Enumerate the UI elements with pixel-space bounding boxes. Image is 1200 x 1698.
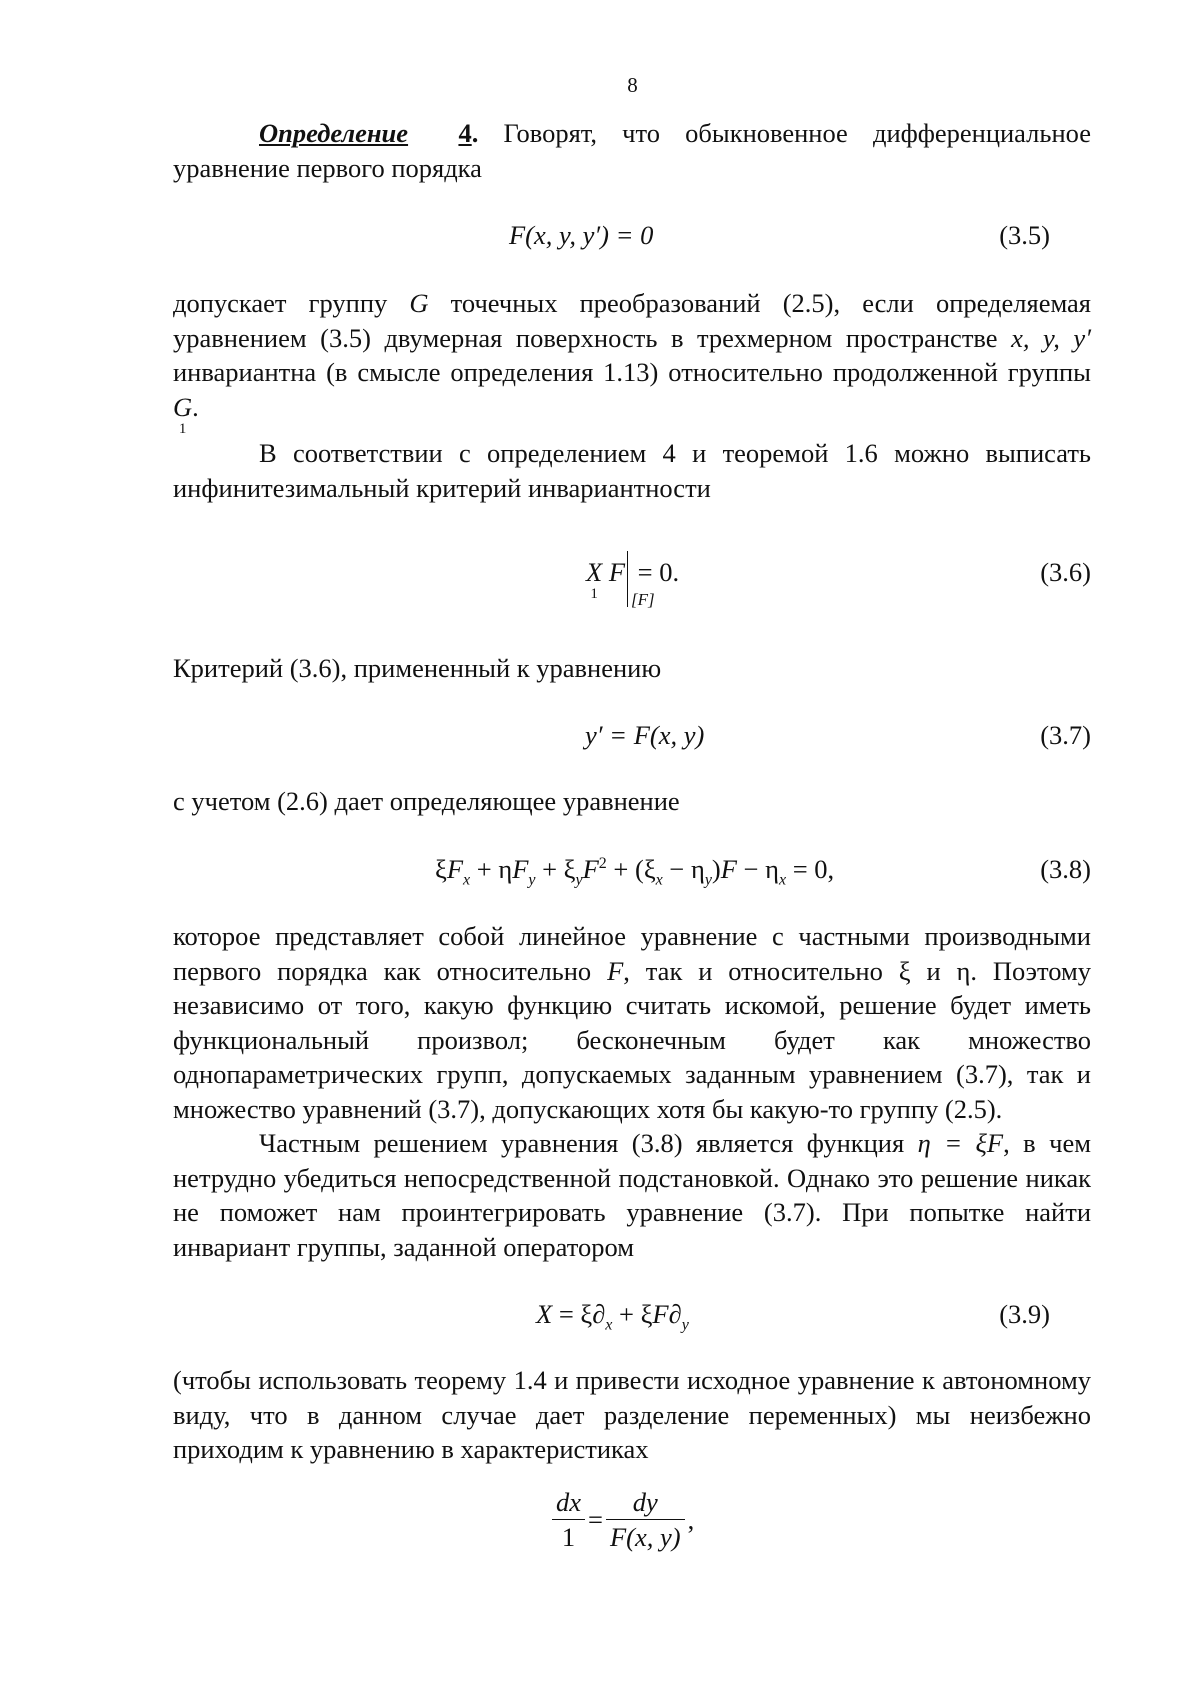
equation-3-8-expr: $\xi F_x + \eta F_y + \xi_yF^2 + (\xi_x - \eta_y)F - \eta_x = 0$, (435, 854, 835, 889)
admits-paragraph: допускает группу G точечных преобразований (2.5), если определяемая уравнением (3.5) двумерная поверхность в трехмерном пространстве x, y, y′ инвариантна (в смысле определения 1.13) относительно продолженной группы G 1 . (173, 288, 1091, 437)
equation-3-5-expr: F(x, y, y′) = 0 (509, 220, 654, 250)
theorem-paragraph: (чтобы использовать теорему 1.4 и привести исходное уравнение к автономному виду, что в данном случае дает разделение переменных) мы неизбежно приходим к уравнению в характеристиках (173, 1365, 1091, 1464)
fraction-dy: $\frac{dy}{F(x, y)}$ (606, 1485, 685, 1554)
equation-3-6 (173, 555, 1091, 609)
page-body (173, 116, 1091, 1565)
definition-text: Говорят, что обыкновенное дифференциальное уравнение первого порядка (173, 118, 1091, 183)
definition-number: 4 (458, 118, 472, 148)
equation-3-9-number: (3.9) (999, 1299, 1050, 1329)
page-number: 8 (627, 73, 638, 97)
linear-paragraph: которое представляет собой линейное уравнение с частными производными первого порядка как относительно F, так и относительно ξ и η. Поэтому независимо от того, какую функцию считать искомой, решение будет иметь функциональный произвол; бесконечным будет как множество однопараметрических групп, допускаемых заданным уравнением (3.7), так и множество уравнений (3.7), допускающих хотя бы какую-то группу (2.5). (173, 921, 1091, 1124)
equation-3-7 (173, 718, 1091, 752)
gives-paragraph: с учетом (2.6) дает определяющее уравнение (173, 785, 680, 816)
evaluation-bar: [F] (625, 555, 631, 589)
equation-3-8 (173, 852, 1091, 889)
equation-3-8-number: (3.8) (1040, 854, 1091, 884)
definition-dot: . (471, 118, 479, 148)
definition-paragraph (173, 116, 1091, 185)
equation-3-9 (173, 1297, 1091, 1334)
fraction-dx: $\frac{dx}{1}$ (552, 1485, 585, 1554)
definition-label: Определение (259, 118, 409, 148)
equation-3-6-expr: X 1 F [F] = 0. (586, 557, 680, 609)
prolonged-group-symbol: G 1 (173, 391, 193, 437)
criterion-paragraph: В соответствии с определением 4 и теоремой 1.6 можно выписать инфинитезимальный критерий инвариантности (173, 438, 1091, 503)
particular-solution: η = ξF (917, 1128, 1004, 1158)
operator-x1: X 1 (586, 557, 603, 602)
group-symbol-g: G (409, 288, 429, 318)
equation-3-5 (173, 218, 1091, 252)
applied-paragraph: Критерий (3.6), примененный к уравнению (173, 653, 662, 683)
characteristic-equation: $\frac{dx}{1}$ = $\frac{dy}{F(x, y)}$ , (173, 1485, 1091, 1565)
equation-3-7-expr: y′ = F(x, y) (585, 719, 705, 750)
equation-3-6-number: (3.6) (1040, 557, 1091, 587)
equation-3-7-number: (3.7) (1040, 719, 1091, 750)
equation-3-5-number: (3.5) (999, 220, 1050, 250)
space-variables: x, y, y′ (1011, 322, 1091, 353)
equation-3-9-expr: $X = \xi\partial_x + \xi F\partial_y$ (536, 1299, 689, 1334)
particular-paragraph: Частным решением уравнения (3.8) является функция η = ξF, в чем нетрудно убедиться непосредственной подстановкой. Однако это решение никак не поможет нам проинтегрировать уравнение (3.7). При попытке найти инвариант группы, заданной оператором (173, 1128, 1091, 1262)
